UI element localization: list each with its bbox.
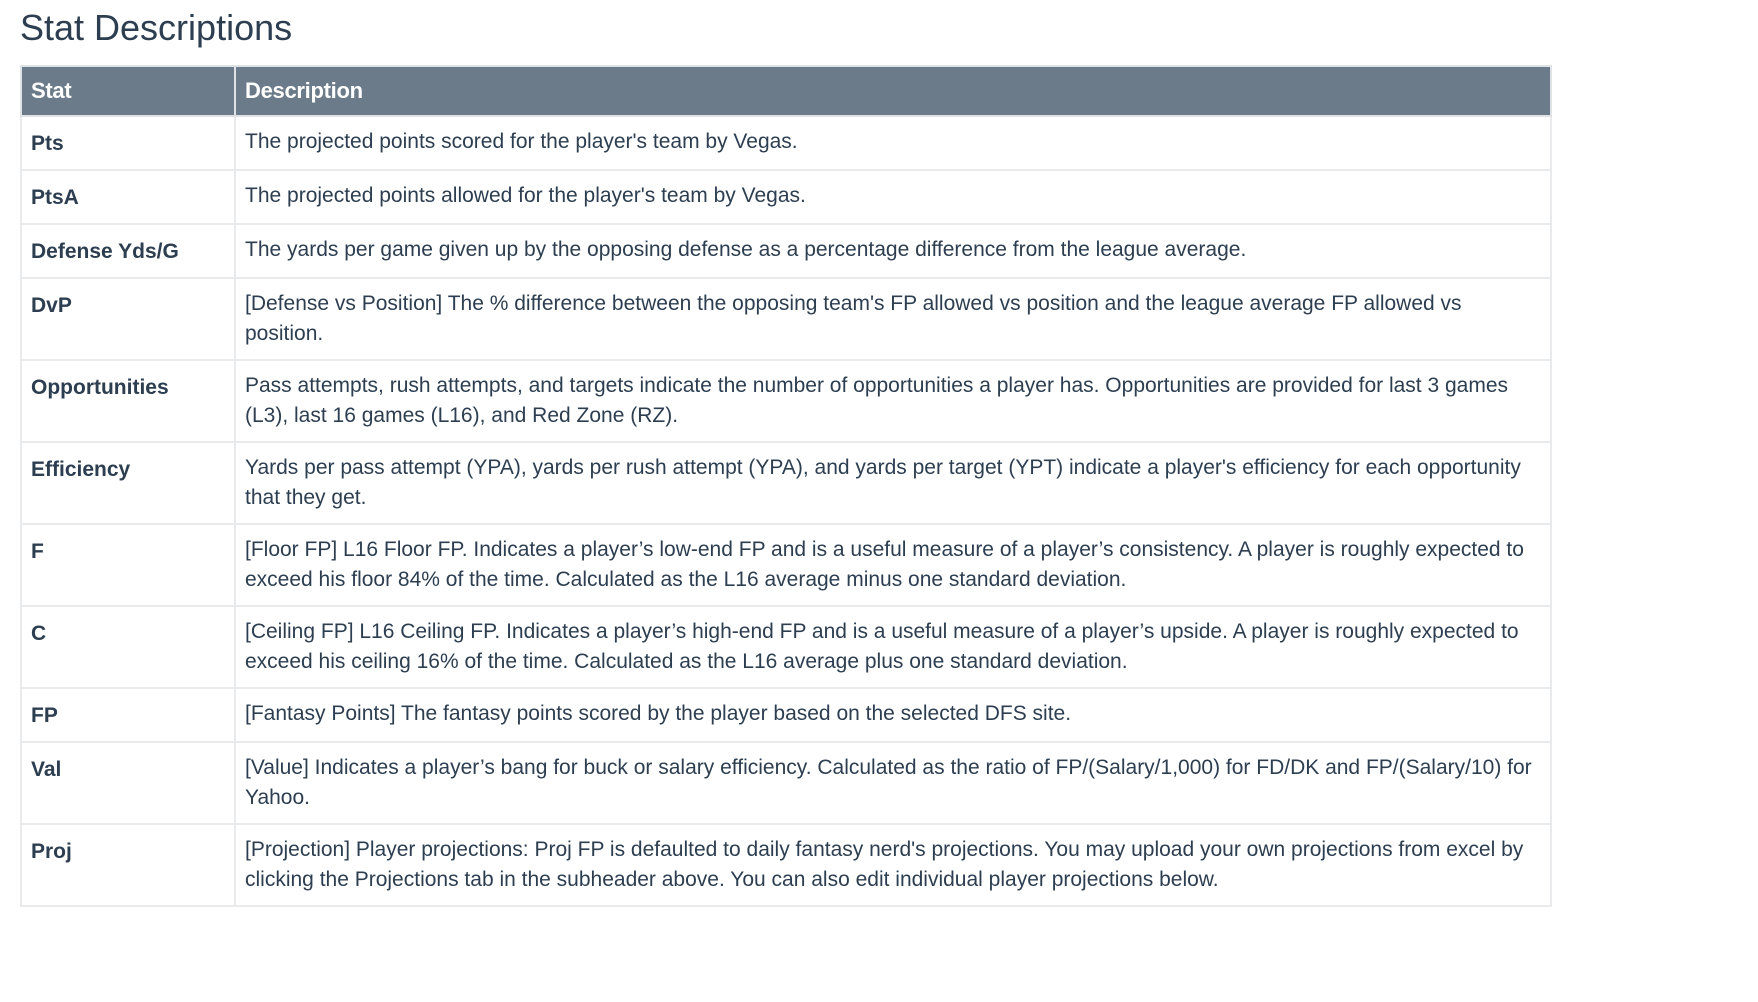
stat-name: Pts (21, 116, 235, 170)
column-header-description: Description (235, 66, 1551, 116)
stat-name: C (21, 606, 235, 688)
page-title: Stat Descriptions (20, 7, 293, 48)
stat-description: [Ceiling FP] L16 Ceiling FP. Indicates a player’s high-end FP and is a useful measure of a player’s upside. A player is roughly expected to exceed his ceiling 16% of the time. Calculated as the L16 average plus one standard deviation. (235, 606, 1551, 688)
stat-name: FP (21, 688, 235, 742)
stat-description: [Value] Indicates a player’s bang for buck or salary efficiency. Calculated as the ratio of FP/(Salary/1,000) for FD/DK and FP/(Salary/10) for Yahoo. (235, 742, 1551, 824)
table-row (21, 524, 1551, 606)
table-row (21, 278, 1551, 360)
table-row (21, 116, 1551, 170)
table-row (21, 360, 1551, 442)
stat-description: [Fantasy Points] The fantasy points scored by the player based on the selected DFS site. (235, 688, 1551, 742)
stat-description: Pass attempts, rush attempts, and targets indicate the number of opportunities a player has. Opportunities are provided for last 3 games (L3), last 16 games (L16), and Red Zone (RZ). (235, 360, 1551, 442)
stat-name: PtsA (21, 170, 235, 224)
stat-description: Yards per pass attempt (YPA), yards per rush attempt (YPA), and yards per target (YPT) indicate a player's efficiency for each opportunity that they get. (235, 442, 1551, 524)
table-row (21, 442, 1551, 524)
table-header-row (21, 66, 1551, 116)
stat-name: Opportunities (21, 360, 235, 442)
stat-description: [Defense vs Position] The % difference between the opposing team's FP allowed vs position and the league average FP allowed vs position. (235, 278, 1551, 360)
column-header-stat: Stat (21, 66, 235, 116)
table-row (21, 688, 1551, 742)
table-row (21, 170, 1551, 224)
table-row (21, 742, 1551, 824)
stat-description: The projected points allowed for the player's team by Vegas. (235, 170, 1551, 224)
stat-description: The yards per game given up by the opposing defense as a percentage difference from the league average. (235, 224, 1551, 278)
table-row (21, 224, 1551, 278)
stat-description: [Projection] Player projections: Proj FP is defaulted to daily fantasy nerd's projections. You may upload your own projections from excel by clicking the Projections tab in the subheader above. You can also edit individual player projections below. (235, 824, 1551, 906)
table-row (21, 824, 1551, 906)
stat-name: Defense Yds/G (21, 224, 235, 278)
stat-name: Val (21, 742, 235, 824)
stat-description: The projected points scored for the player's team by Vegas. (235, 116, 1551, 170)
stat-name: DvP (21, 278, 235, 360)
stat-name: Efficiency (21, 442, 235, 524)
stat-name: F (21, 524, 235, 606)
stat-name: Proj (21, 824, 235, 906)
stat-description: [Floor FP] L16 Floor FP. Indicates a player’s low-end FP and is a useful measure of a player’s consistency. A player is roughly expected to exceed his floor 84% of the time. Calculated as the L16 average minus one standard deviation. (235, 524, 1551, 606)
table-row (21, 606, 1551, 688)
stat-descriptions-table (20, 65, 1552, 907)
